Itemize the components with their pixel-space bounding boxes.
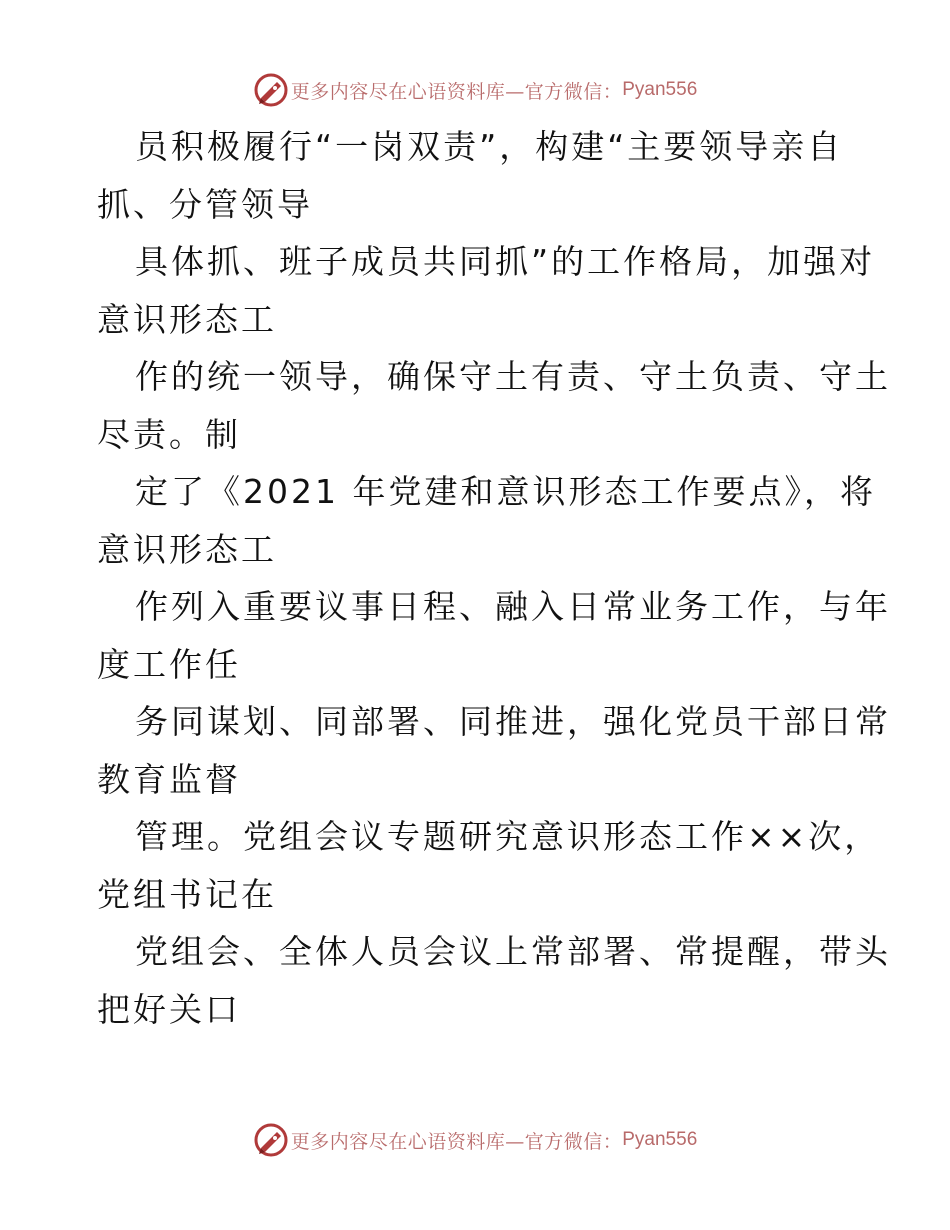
text-line: 具体抓、班子成员共同抓”的工作格局，加强对: [135, 242, 876, 281]
header-banner: [0, 70, 950, 110]
pen-logo-icon: [253, 1122, 289, 1158]
text-line: 把好关口: [97, 989, 241, 1029]
text-line: 定了《2021 年党建和意识形态工作要点》，将: [135, 472, 876, 511]
pen-logo-icon: [253, 72, 289, 108]
text-line: 度工作任: [97, 644, 241, 684]
text-line: 教育监督: [97, 759, 241, 799]
banner-text: 更多内容尽在心语资料库—官方微信：: [290, 1130, 623, 1153]
text-line: 抓、分管领导: [97, 184, 313, 224]
text-line: 意识形态工: [97, 529, 277, 569]
text-line: 务同谋划、同部署、同推进，强化党员干部日常: [135, 702, 891, 741]
text-line: 尽责。制: [97, 414, 241, 454]
banner-text: 更多内容尽在心语资料库—官方微信：: [290, 80, 623, 103]
text-line: 作的统一领导，确保守土有责、守土负责、守土: [135, 357, 891, 396]
text-line: 作列入重要议事日程、融入日常业务工作，与年: [135, 587, 891, 626]
text-line: 意识形态工: [97, 299, 277, 339]
banner-wechat-id: Pyan556: [622, 79, 698, 100]
text-line: 党组书记在: [97, 874, 277, 914]
text-line: 管理。党组会议专题研究意识形态工作××次，: [135, 817, 881, 856]
text-line: 党组会、全体人员会议上常部署、常提醒，带头: [135, 932, 891, 971]
text-line: 员积极履行“一岗双责”，构建“主要领导亲自: [135, 127, 844, 166]
document-body: [97, 118, 891, 1038]
banner-wechat-id: Pyan556: [622, 1129, 698, 1150]
footer-banner: [0, 1120, 950, 1160]
